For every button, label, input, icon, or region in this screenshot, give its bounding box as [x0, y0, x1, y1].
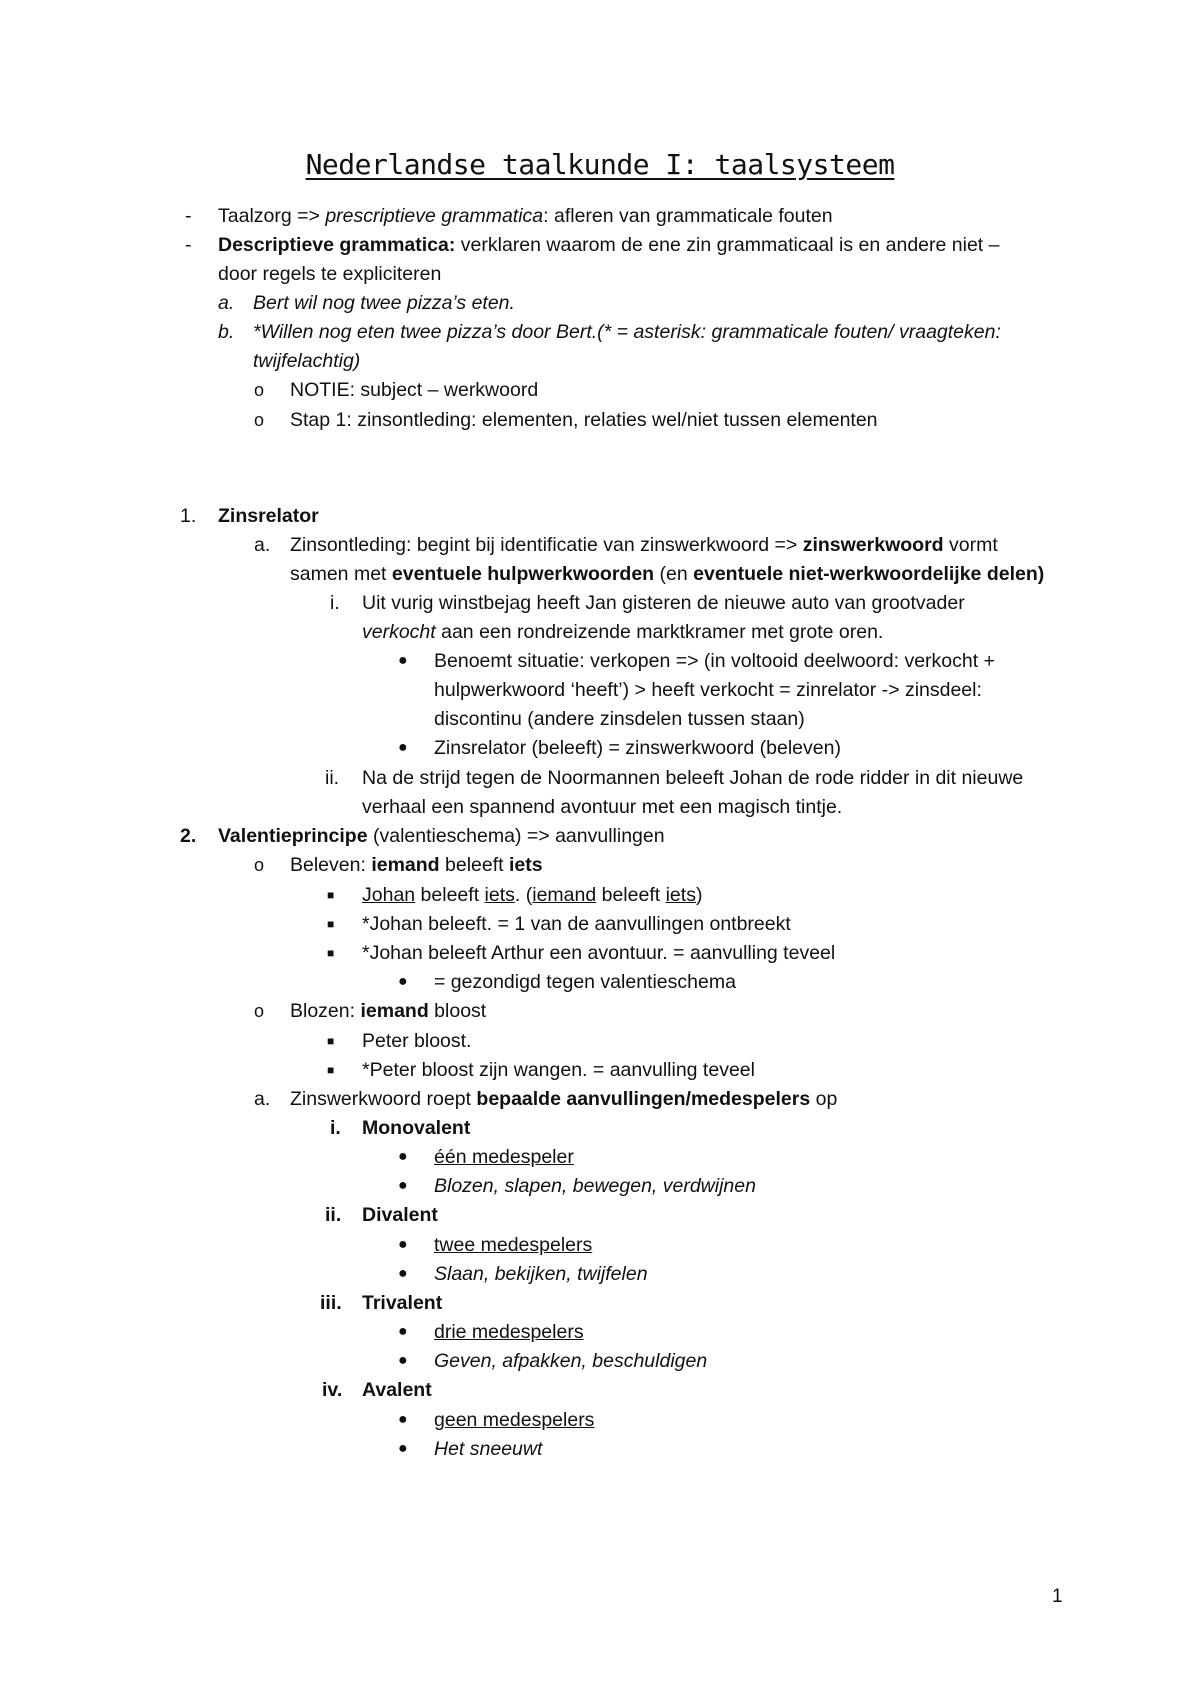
section-heading: Zinsrelator — [218, 505, 319, 527]
circle-bullet: o — [254, 1001, 265, 1021]
square-bullet: ■ — [327, 1063, 335, 1077]
section-number: 2. — [180, 825, 197, 847]
bullet-dot: ● — [398, 652, 408, 669]
bullet-dot: ● — [398, 1352, 408, 1369]
example-a: Bert wil nog twee pizza’s eten. — [253, 292, 515, 314]
square-bullet: ■ — [327, 946, 335, 960]
s1-a-line-1: Zinsontleding: begint bij identificatie van zinswerkwoord => zinswerkwoord vormt — [290, 534, 998, 556]
bullet-dot: ● — [398, 973, 408, 990]
bullet-dot: ● — [398, 1265, 408, 1282]
s1-a-line-2: samen met eventuele hulpwerkwoorden (en eventuele niet-werkwoordelijke delen) — [290, 563, 1045, 585]
square-bullet: ■ — [327, 888, 335, 902]
intro-line-1: Taalzorg => prescriptieve grammatica: afleren van grammaticale fouten — [218, 205, 833, 227]
monovalent-heading: Monovalent — [362, 1117, 471, 1139]
beleven-example-1: Johan beleeft iets. (iemand beleeft iets) — [362, 884, 703, 906]
dash-bullet: - — [185, 205, 192, 227]
beleven-example-3: *Johan beleeft Arthur een avontuur. = aanvulling teveel — [362, 942, 836, 964]
blozen-example-1: Peter bloost. — [362, 1030, 472, 1052]
bullet-dot: ● — [398, 1177, 408, 1194]
s1-bullet-1-line-1: Benoemt situatie: verkopen => (in voltooid deelwoord: verkocht + — [434, 650, 995, 672]
intro-line-3: door regels te expliciteren — [218, 263, 442, 285]
blozen-line: Blozen: iemand bloost — [290, 1000, 487, 1022]
trivalent-heading: Trivalent — [362, 1292, 443, 1314]
circle-bullet: o — [254, 855, 265, 875]
list-marker: a. — [254, 534, 271, 556]
trivalent-examples: Geven, afpakken, beschuldigen — [434, 1350, 708, 1372]
list-marker: a. — [218, 292, 235, 314]
list-marker: a. — [254, 1088, 271, 1110]
section-heading: Valentieprincipe (valentieschema) => aanvullingen — [218, 825, 665, 847]
divalent-heading: Divalent — [362, 1204, 438, 1226]
s1-bullet-1-line-2: hulpwerkwoord ‘heeft’) > heeft verkocht = zinrelator -> zinsdeel: — [434, 679, 982, 701]
s1-bullet-1-line-3: discontinu (andere zinsdelen tussen staan) — [434, 708, 805, 730]
s1-ii-line-2: verhaal een spannend avontuur met een magisch tintje. — [362, 796, 843, 818]
circle-bullet: o — [254, 410, 265, 430]
notie-line: NOTIE: subject – werkwoord — [290, 379, 539, 401]
list-marker: i. — [330, 1117, 341, 1139]
square-bullet: ■ — [327, 917, 335, 931]
bullet-dot: ● — [398, 1323, 408, 1340]
avalent-heading: Avalent — [362, 1379, 432, 1401]
page-number: 1 — [1052, 1586, 1063, 1607]
divalent-def: twee medespelers — [434, 1234, 593, 1256]
monovalent-def: één medespeler — [434, 1146, 574, 1168]
stap-line: Stap 1: zinsontleding: elementen, relaties wel/niet tussen elementen — [290, 409, 878, 431]
bullet-dot: ● — [398, 1148, 408, 1165]
example-b-cont: twijfelachtig) — [253, 350, 361, 372]
bullet-dot: ● — [398, 739, 408, 756]
beleven-example-2: *Johan beleeft. = 1 van de aanvullingen ontbreekt — [362, 913, 791, 935]
trivalent-def: drie medespelers — [434, 1321, 584, 1343]
list-marker: iii. — [320, 1292, 342, 1314]
avalent-def: geen medespelers — [434, 1409, 595, 1431]
example-b: *Willen nog eten twee pizza’s door Bert.(* = asterisk: grammaticale fouten/ vraagteken: — [253, 321, 1001, 343]
bullet-dot: ● — [398, 1411, 408, 1428]
list-marker: iv. — [322, 1379, 343, 1401]
bullet-dot: ● — [398, 1440, 408, 1457]
list-marker: b. — [218, 321, 235, 343]
s1-i-line-2: verkocht aan een rondreizende marktkramer met grote oren. — [362, 621, 884, 643]
s1-bullet-2: Zinsrelator (beleeft) = zinswerkwoord (beleven) — [434, 737, 841, 759]
divalent-examples: Slaan, bekijken, twijfelen — [434, 1263, 648, 1285]
square-bullet: ■ — [327, 1034, 335, 1048]
zinswerkwoord-line: Zinswerkwoord roept bepaalde aanvullingen/medespelers op — [290, 1088, 838, 1110]
valentie-note: = gezondigd tegen valentieschema — [434, 971, 736, 993]
blozen-example-2: *Peter bloost zijn wangen. = aanvulling teveel — [362, 1059, 755, 1081]
dash-bullet: - — [185, 234, 192, 256]
section-number: 1. — [180, 505, 197, 527]
monovalent-examples: Blozen, slapen, bewegen, verdwijnen — [434, 1175, 756, 1197]
list-marker: ii. — [325, 1204, 342, 1226]
s1-ii-line-1: Na de strijd tegen de Noormannen beleeft Johan de rode ridder in dit nieuwe — [362, 767, 1024, 789]
bullet-dot: ● — [398, 1236, 408, 1253]
list-marker: ii. — [325, 767, 340, 789]
avalent-examples: Het sneeuwt — [434, 1438, 543, 1460]
beleven-line: Beleven: iemand beleeft iets — [290, 854, 543, 876]
circle-bullet: o — [254, 380, 265, 400]
list-marker: i. — [330, 592, 340, 614]
s1-i-line-1: Uit vurig winstbejag heeft Jan gisteren de nieuwe auto van grootvader — [362, 592, 965, 614]
page-title: Nederlandse taalkunde I: taalsysteem — [305, 148, 895, 181]
intro-line-2: Descriptieve grammatica: verklaren waarom de ene zin grammaticaal is en andere niet – — [218, 234, 1000, 256]
